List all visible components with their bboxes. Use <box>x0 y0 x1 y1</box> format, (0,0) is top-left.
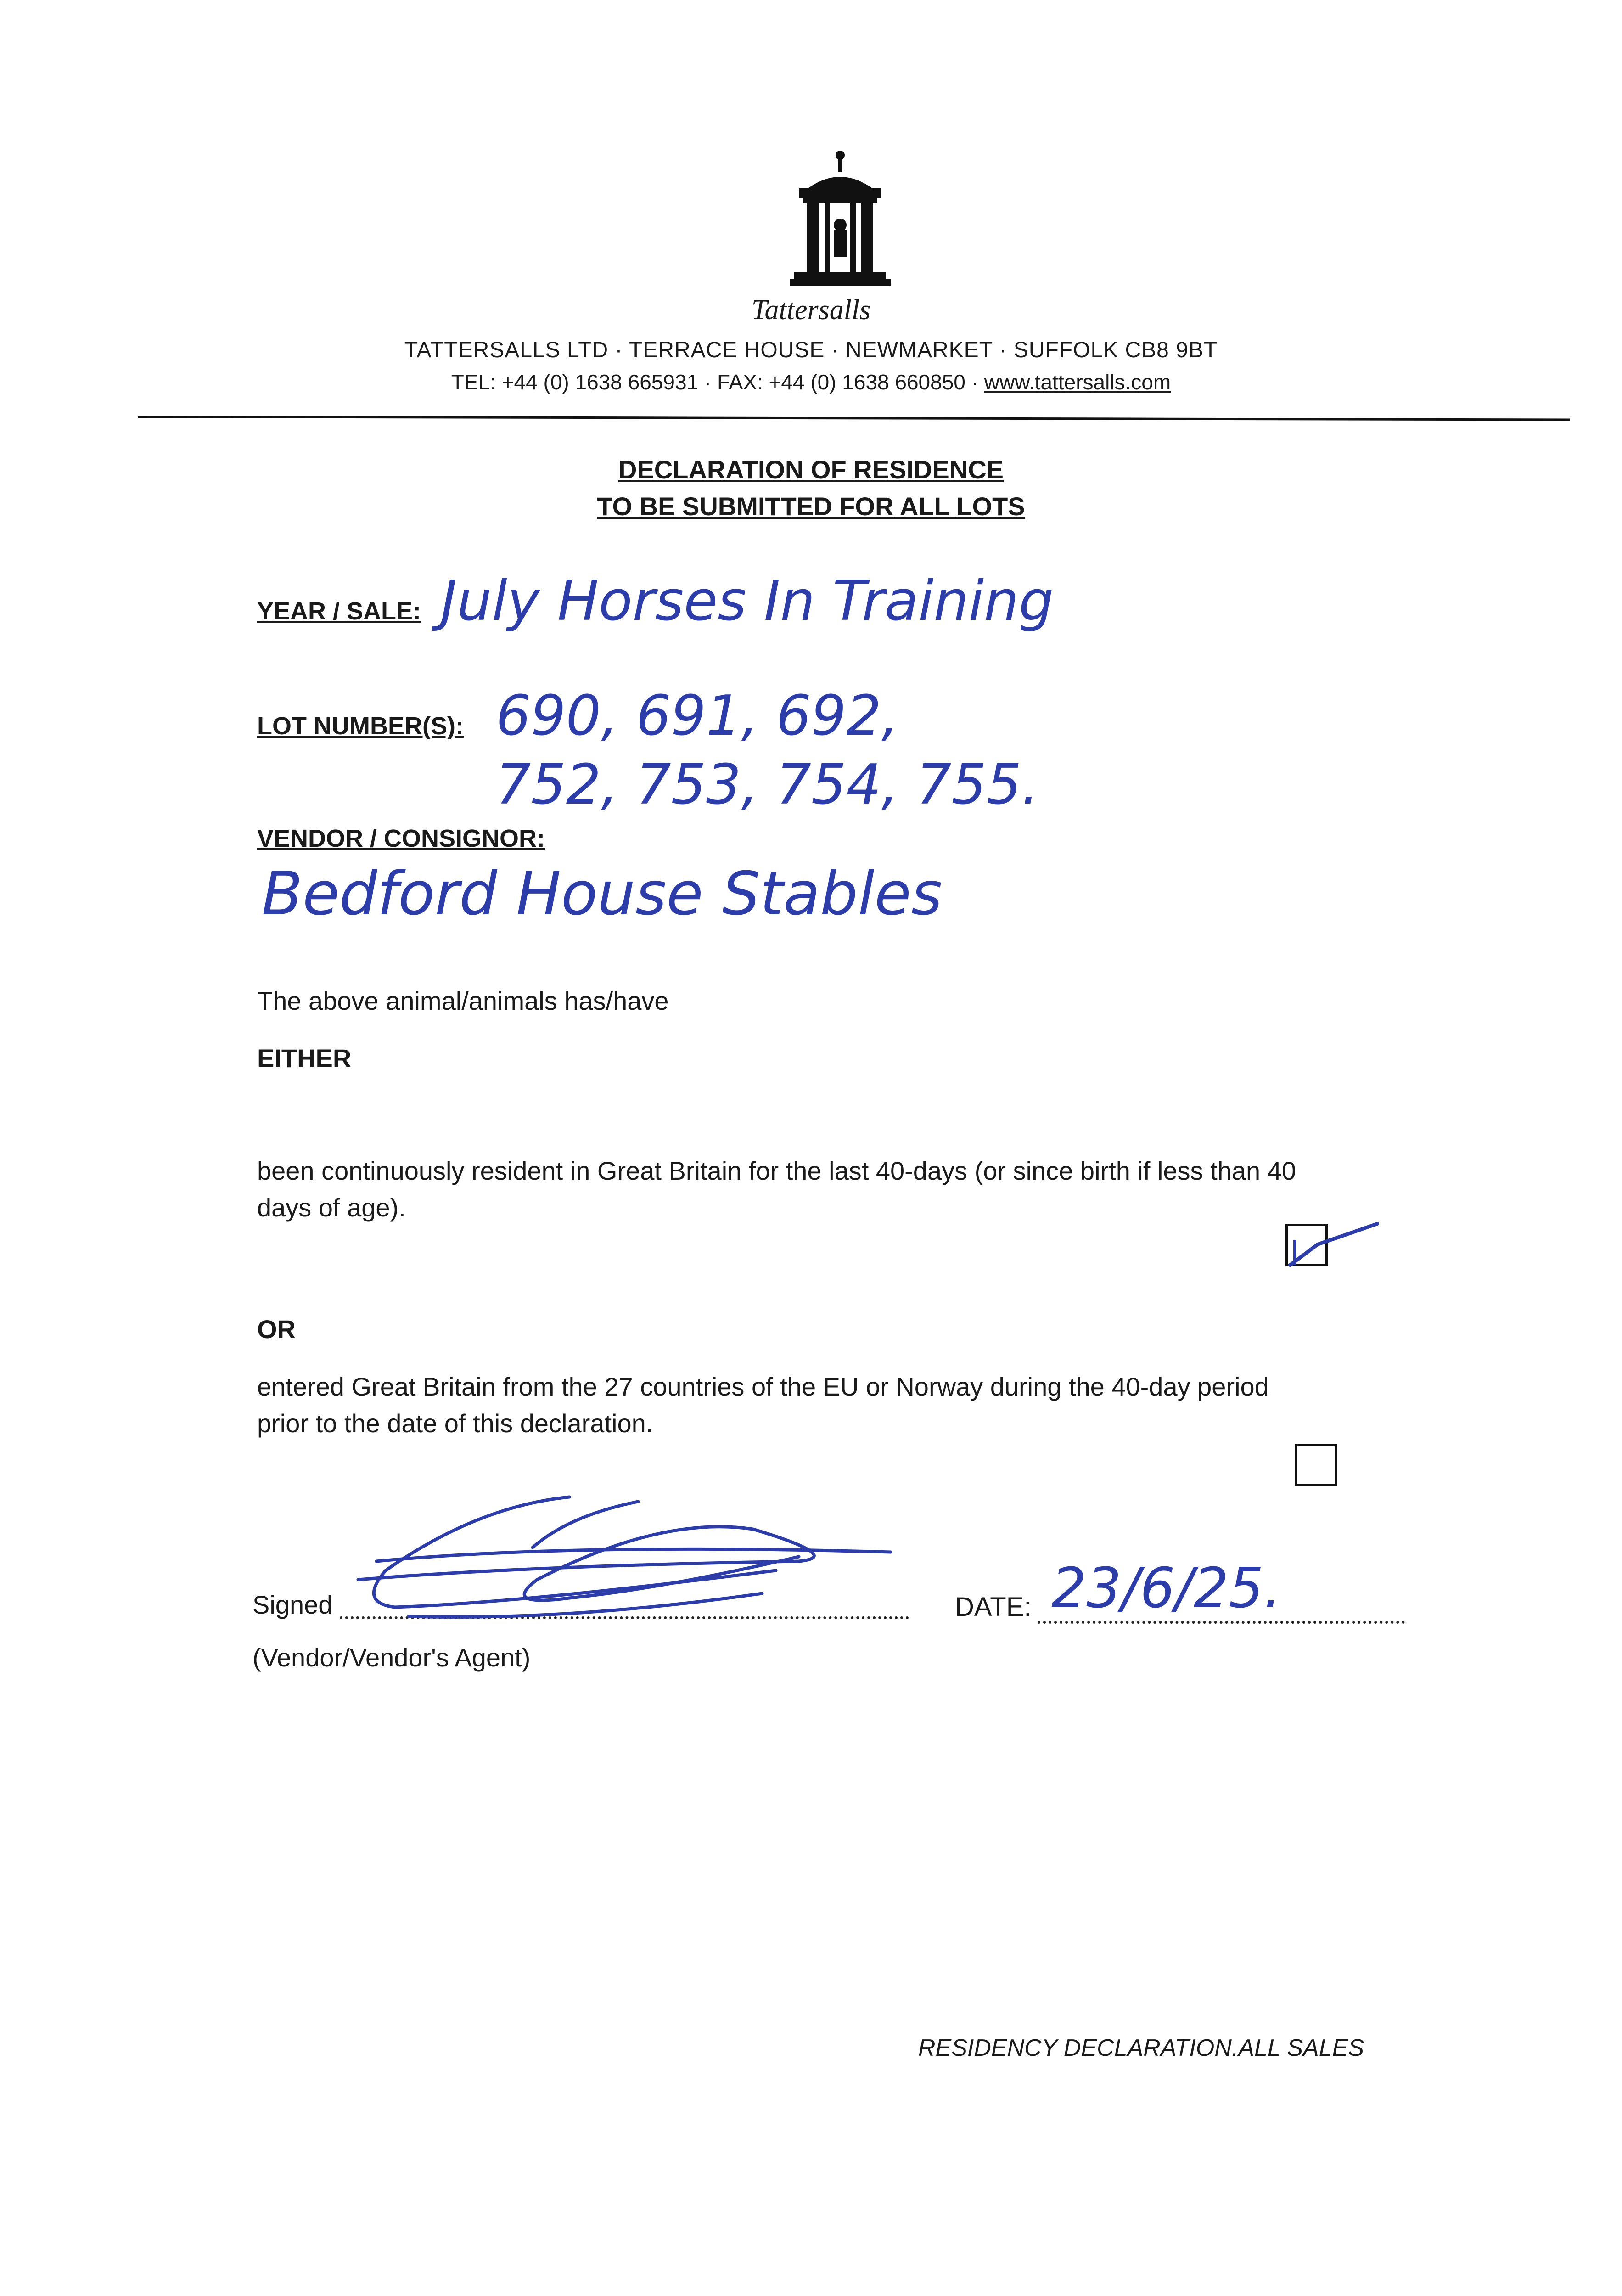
header-divider <box>138 416 1570 421</box>
company-address: TATTERSALLS LTD · TERRACE HOUSE · NEWMARKET · SUFFOLK CB8 9BT <box>404 338 1218 362</box>
option1-text-line1: been continuously resident in Great Britain for the last 40-days (or since birth if less than 40 <box>257 1156 1296 1185</box>
date-line <box>1038 1621 1405 1624</box>
brand-name: Tattersalls <box>751 294 871 326</box>
signed-label: Signed <box>253 1590 333 1619</box>
vendor-label: VENDOR / CONSIGNOR: <box>257 825 545 852</box>
signature-image[interactable] <box>340 1488 937 1639</box>
lot-numbers-value-line2[interactable]: 752, 753, 754, 755. <box>496 753 1039 817</box>
form-title-line1: DECLARATION OF RESIDENCE <box>618 455 1004 484</box>
lot-numbers-label: LOT NUMBER(S): <box>257 712 464 740</box>
intro-text: The above animal/animals has/have <box>257 986 669 1015</box>
date-label: DATE: <box>955 1592 1032 1622</box>
option2-checkbox[interactable] <box>1295 1444 1337 1486</box>
option2-text-line2: prior to the date of this declaration. <box>257 1409 653 1438</box>
form-title-line2: TO BE SUBMITTED FOR ALL LOTS <box>597 492 1025 521</box>
checkmark-icon <box>1281 1212 1386 1272</box>
date-value[interactable]: 23/6/25. <box>1051 1557 1281 1621</box>
document-reference: RESIDENCY DECLARATION.ALL SALES <box>918 2035 1364 2061</box>
option1-text-line2: days of age). <box>257 1193 406 1222</box>
year-sale-value[interactable]: July Horses In Training <box>441 569 1054 633</box>
vendor-value[interactable]: Bedford House Stables <box>262 859 943 929</box>
lot-numbers-value-line1[interactable]: 690, 691, 692, <box>496 684 899 748</box>
year-sale-label: YEAR / SALE: <box>257 597 421 625</box>
website-link[interactable]: www.tattersalls.com <box>984 370 1171 394</box>
or-heading: OR <box>257 1315 296 1344</box>
contact-line <box>0 370 1622 394</box>
option2-text-line1: entered Great Britain from the 27 countries of the EU or Norway during the 40-day period <box>257 1372 1269 1401</box>
signer-role: (Vendor/Vendor's Agent) <box>253 1643 531 1672</box>
contact-phone-fax: TEL: +44 (0) 1638 665931 · FAX: +44 (0) 1638 660850 · <box>451 370 984 394</box>
either-heading: EITHER <box>257 1044 352 1073</box>
tattersalls-logo-icon <box>780 147 900 294</box>
